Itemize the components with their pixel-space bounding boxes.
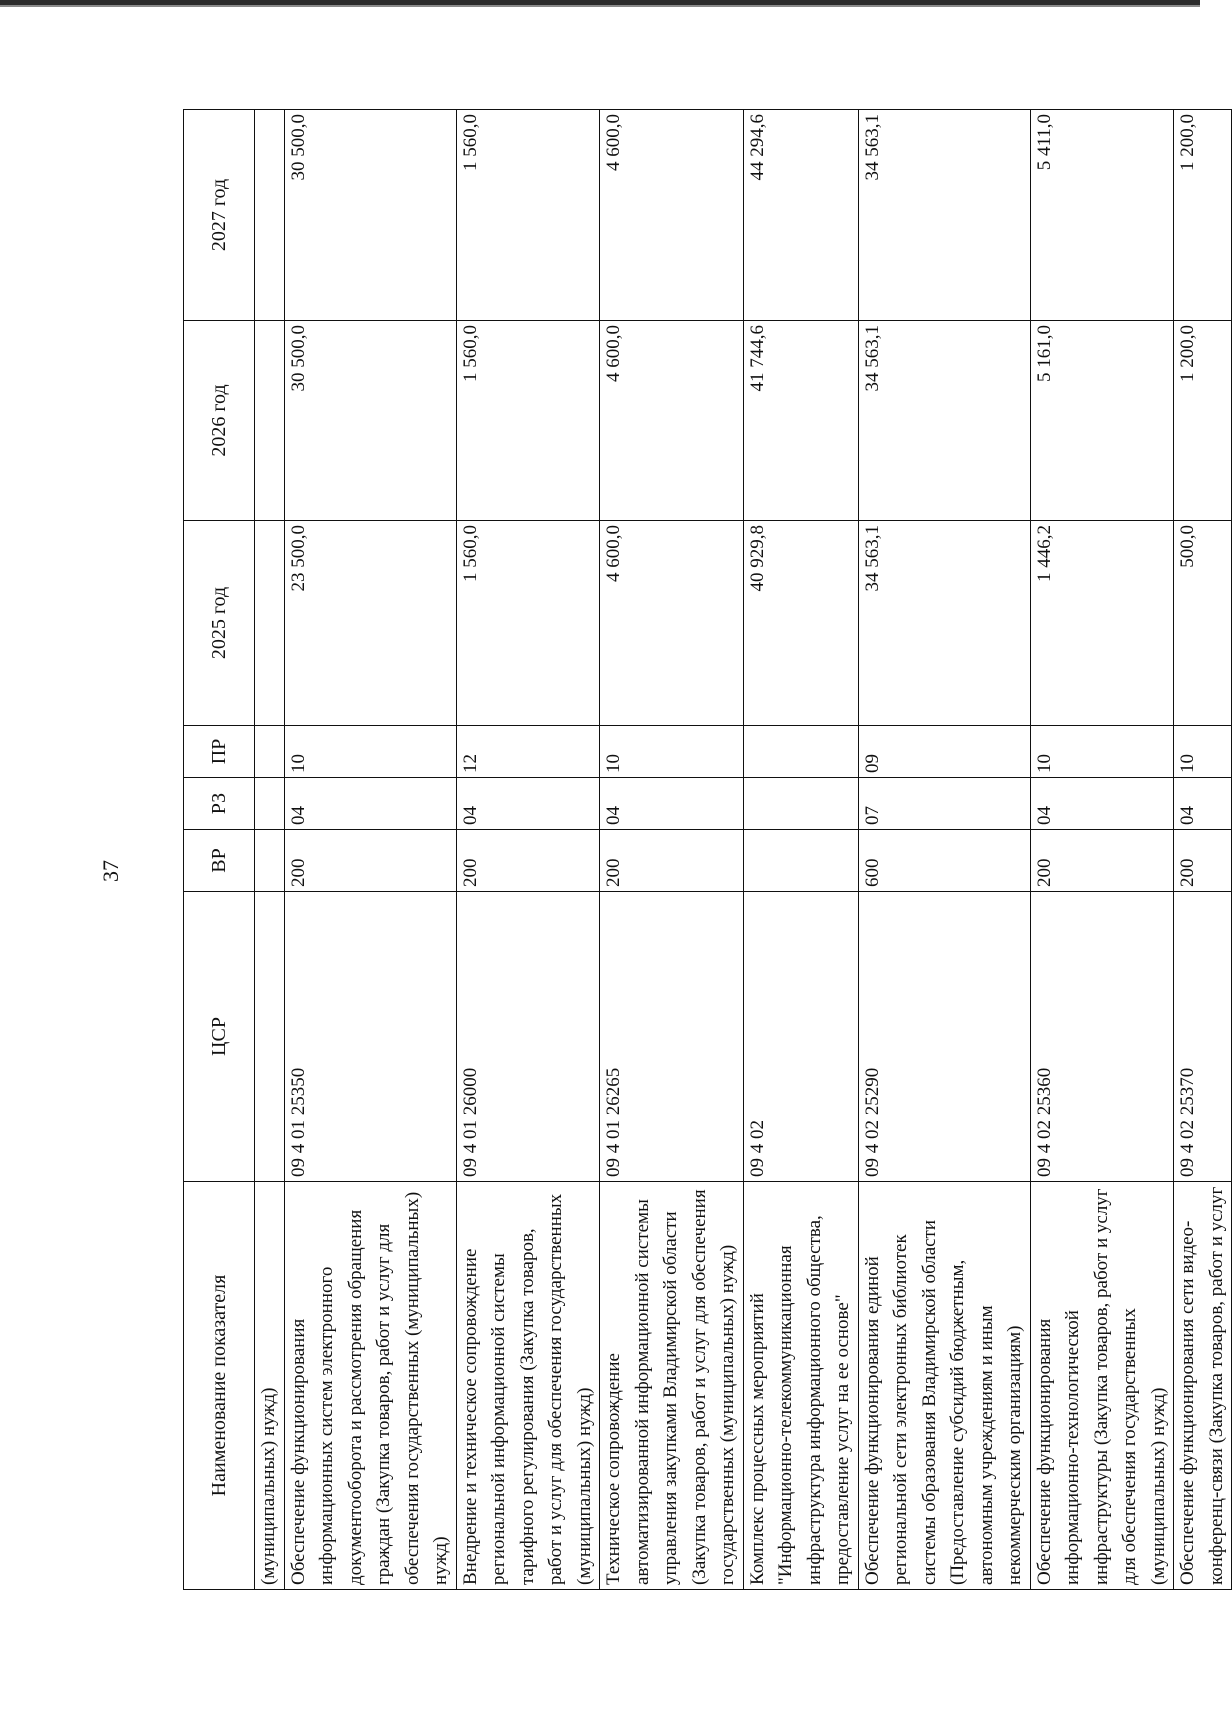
- cell-y2026: [255, 321, 285, 521]
- cell-name: Обеспечение функционирования единой региональной сети электронных библиотек системы образования Владимирской области (Предоставление субсидий бюджетным, автономным учреждениям и иным некоммерческим организациям): [858, 1182, 1030, 1590]
- cell-name: (муниципальных) нужд): [255, 1182, 285, 1590]
- table-row: [255, 110, 285, 1590]
- header-csr: ЦСР: [184, 892, 255, 1182]
- table-row: [743, 110, 858, 1590]
- cell-y2027: [255, 110, 285, 321]
- cell-rz: [255, 778, 285, 830]
- cell-pr: 10: [1174, 726, 1232, 778]
- header-2027: 2027 год: [184, 110, 255, 321]
- cell-csr: 09 4 02: [743, 892, 858, 1182]
- cell-csr: 09 4 02 25290: [858, 892, 1030, 1182]
- cell-vr: 200: [284, 830, 456, 892]
- cell-pr: [255, 726, 285, 778]
- cell-pr: 09: [858, 726, 1030, 778]
- cell-y2025: 1 446,2: [1030, 521, 1174, 726]
- cell-csr: 09 4 01 26000: [456, 892, 600, 1182]
- cell-y2026: 1 200,0: [1174, 321, 1232, 521]
- cell-rz: [743, 778, 858, 830]
- header-pr: ПР: [184, 726, 255, 778]
- cell-y2027: 1 200,0: [1174, 110, 1232, 321]
- cell-vr: 200: [600, 830, 744, 892]
- table-row: [1174, 110, 1232, 1590]
- cell-y2027: 5 411,0: [1030, 110, 1174, 321]
- cell-y2027: 30 500,0: [284, 110, 456, 321]
- cell-y2025: [255, 521, 285, 726]
- cell-pr: [743, 726, 858, 778]
- scan-top-edge-shadow: [0, 5, 1200, 7]
- cell-y2026: 41 744,6: [743, 321, 858, 521]
- cell-name: Техническое сопровождение автоматизированной информационной системы управления закупками Владимирской области (Закупка товаров, работ и услуг для обеспечения государственных (муниципальных) нужд): [600, 1182, 744, 1590]
- cell-y2027: 4 600,0: [600, 110, 744, 321]
- header-name: Наименование показателя: [184, 1182, 255, 1590]
- header-2026: 2026 год: [184, 321, 255, 521]
- cell-vr: [255, 830, 285, 892]
- cell-pr: 10: [284, 726, 456, 778]
- page-number: 37: [98, 860, 123, 882]
- header-2025: 2025 год: [184, 521, 255, 726]
- cell-rz: 04: [1174, 778, 1232, 830]
- table-row: [456, 110, 600, 1590]
- cell-y2027: 34 563,1: [858, 110, 1030, 321]
- cell-y2025: 1 560,0: [456, 521, 600, 726]
- cell-rz: 07: [858, 778, 1030, 830]
- cell-y2026: 5 161,0: [1030, 321, 1174, 521]
- cell-rz: 04: [456, 778, 600, 830]
- rotated-page: [183, 110, 1227, 1590]
- cell-y2025: 500,0: [1174, 521, 1232, 726]
- budget-table: [183, 109, 1232, 1590]
- cell-rz: 04: [1030, 778, 1174, 830]
- cell-name: Внедрение и техническое сопровождение региональной информационной системы тарифного регулирования (Закупка товаров, работ и услуг для обеспечения государственных (муниципальных) нужд): [456, 1182, 600, 1590]
- cell-pr: 10: [600, 726, 744, 778]
- cell-vr: 200: [456, 830, 600, 892]
- cell-y2025: 34 563,1: [858, 521, 1030, 726]
- cell-vr: 200: [1030, 830, 1174, 892]
- table-row: [1030, 110, 1174, 1590]
- cell-pr: 12: [456, 726, 600, 778]
- cell-rz: 04: [600, 778, 744, 830]
- cell-name: Комплекс процессных мероприятий "Информационно-телекоммуникационная инфраструктура информационного общества, предоставление услуг на ее основе": [743, 1182, 858, 1590]
- cell-y2027: 44 294,6: [743, 110, 858, 321]
- cell-y2025: 40 929,8: [743, 521, 858, 726]
- table-row: [284, 110, 456, 1590]
- cell-vr: [743, 830, 858, 892]
- cell-rz: 04: [284, 778, 456, 830]
- cell-csr: 09 4 01 26265: [600, 892, 744, 1182]
- table-header-row: [184, 110, 255, 1590]
- cell-y2027: 1 560,0: [456, 110, 600, 321]
- cell-vr: 600: [858, 830, 1030, 892]
- cell-name: Обеспечение функционирования информационных систем электронного документооборота и рассмотрения обращения граждан (Закупка товаров, работ и услуг для обеспечения государственных (муниципальных) нужд): [284, 1182, 456, 1590]
- cell-y2026: 1 560,0: [456, 321, 600, 521]
- cell-y2025: 4 600,0: [600, 521, 744, 726]
- cell-csr: 09 4 02 25360: [1030, 892, 1174, 1182]
- header-vr: ВР: [184, 830, 255, 892]
- cell-csr: 09 4 02 25370: [1174, 892, 1232, 1182]
- cell-y2026: 34 563,1: [858, 321, 1030, 521]
- cell-pr: 10: [1030, 726, 1174, 778]
- cell-y2026: 30 500,0: [284, 321, 456, 521]
- cell-csr: [255, 892, 285, 1182]
- cell-vr: 200: [1174, 830, 1232, 892]
- table-row: [600, 110, 744, 1590]
- cell-name: Обеспечение функционирования сети видео-конференц-связи (Закупка товаров, работ и услуг: [1174, 1182, 1232, 1590]
- header-rz: РЗ: [184, 778, 255, 830]
- cell-y2025: 23 500,0: [284, 521, 456, 726]
- table-row: [858, 110, 1030, 1590]
- cell-csr: 09 4 01 25350: [284, 892, 456, 1182]
- cell-name: Обеспечение функционирования информационно-технологической инфраструктуры (Закупка товаров, работ и услуг для обеспечения государственных (муниципальных) нужд): [1030, 1182, 1174, 1590]
- cell-y2026: 4 600,0: [600, 321, 744, 521]
